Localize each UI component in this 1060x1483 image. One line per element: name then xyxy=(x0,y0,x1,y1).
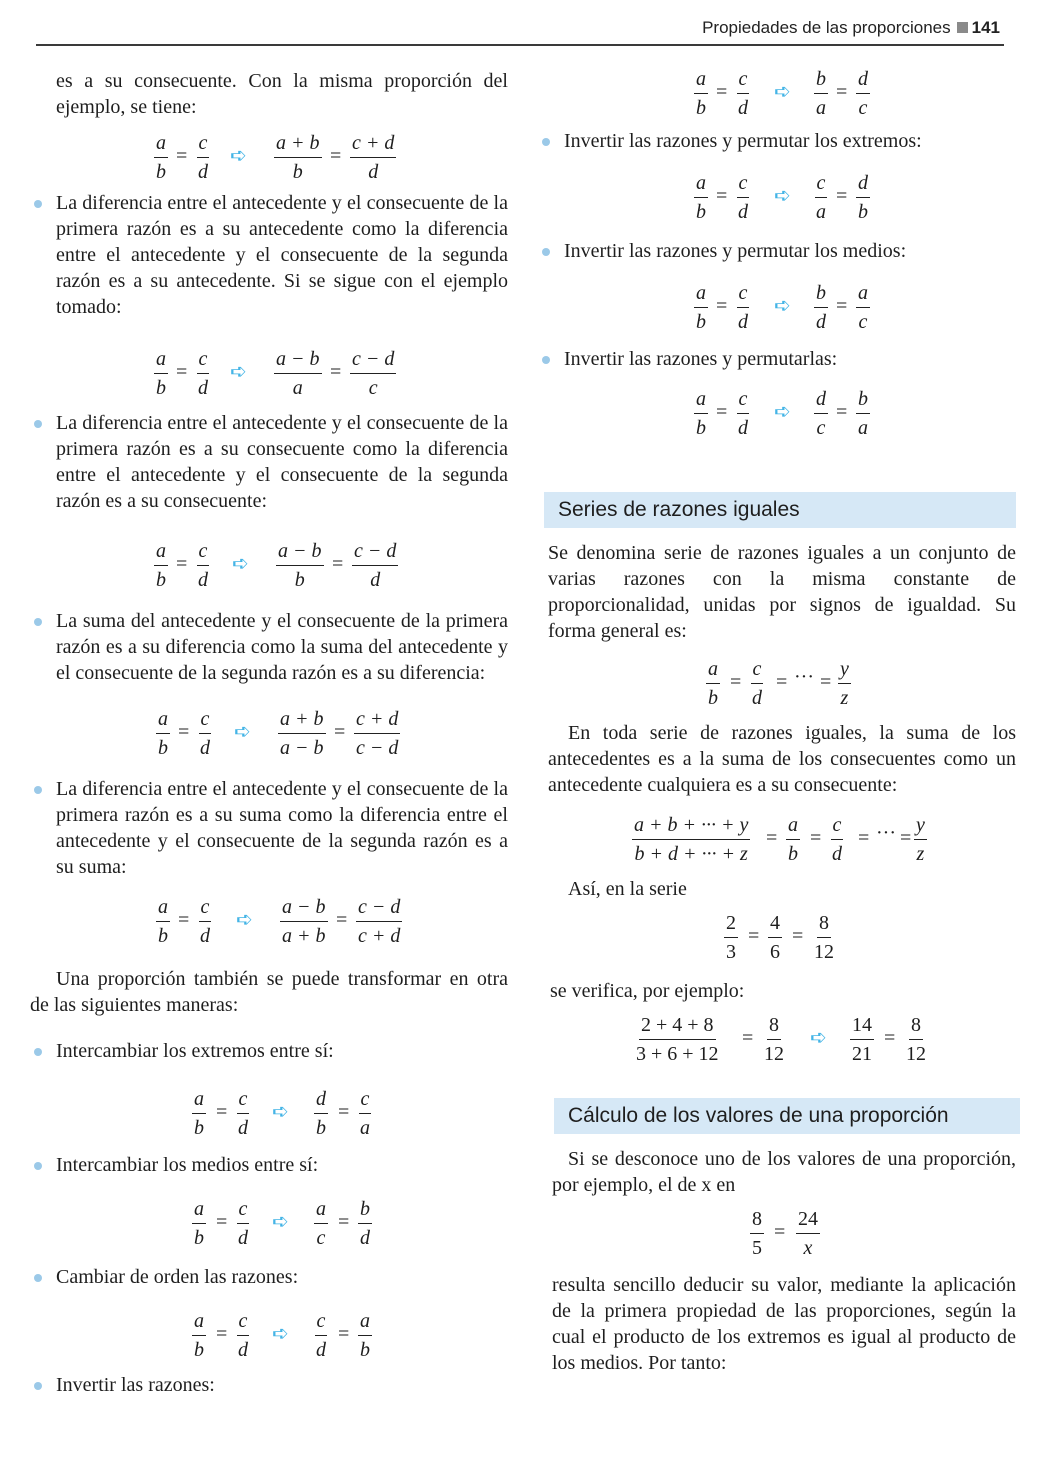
bullet-sum-difference: La suma del antecedente y el consecuente de la primera razón es a su diferencia como la suma del antecedente y el consecuente de la segunda razón es a su diferencia: xyxy=(30,608,508,686)
bullet-swap-means: Intercambiar los medios entre sí: xyxy=(30,1152,508,1178)
implies-arrow-icon: ➪ xyxy=(774,183,791,207)
section-heading-series: Series de razones iguales xyxy=(544,492,1016,528)
fraction: $\frac{a}{b}$ xyxy=(156,132,166,183)
equals-sign: = xyxy=(338,1211,350,1233)
fraction: $\frac{14}{21}$ xyxy=(852,1014,872,1065)
equation-swap-extremes xyxy=(30,1064,508,1152)
equals-sign: = xyxy=(216,1211,228,1233)
fraction: $\frac{c + d}{c - d}$ xyxy=(356,708,399,759)
fraction: $\frac{a}{b}$ xyxy=(194,1198,204,1249)
fraction: $\frac{2}{3}$ xyxy=(726,912,736,963)
fraction: $\frac{a}{b}$ xyxy=(194,1088,204,1139)
equals-sign: = xyxy=(836,81,848,103)
equals-sign: = xyxy=(176,553,188,575)
bullet-icon xyxy=(542,356,550,364)
fraction: $\frac{8}{12}$ xyxy=(906,1014,926,1065)
fraction: $\frac{y}{z}$ xyxy=(916,814,925,865)
fraction: $\frac{c}{d}$ xyxy=(238,1198,248,1249)
equals-sign: = xyxy=(742,1027,754,1049)
equals-sign: = xyxy=(836,295,848,317)
equals-sign: = xyxy=(730,671,742,693)
fraction: $\frac{a}{b}$ xyxy=(194,1310,204,1361)
implies-arrow-icon: ➪ xyxy=(272,1099,289,1123)
paragraph-series-sum: En toda serie de razones iguales, la suma de los antecedentes es a la suma de los consecuentes como un antecedente cualquiera es a su consecuente: xyxy=(548,722,1016,796)
paragraph-transform: Una proporción también se puede transformar en otra de las siguientes maneras: xyxy=(30,968,508,1016)
fraction: $\frac{a}{b}$ xyxy=(696,68,706,119)
implies-arrow-icon: ➪ xyxy=(230,143,247,167)
equals-sign: = xyxy=(330,361,342,383)
equals-sign: = xyxy=(716,401,728,423)
fraction: $\frac{a}{b}$ xyxy=(696,282,706,333)
bullet-swap-extremes: Intercambiar los extremos entre sí: xyxy=(30,1038,508,1064)
bullet-diff-antecedent: La diferencia entre el antecedente y el consecuente de la primera razón es a su antecedente como la diferencia entre el antecedente y el consecuente de la segunda razón es a su antecedente. Si se sigue con el ejemplo tomado: xyxy=(30,190,508,320)
equation-diff-antecedent xyxy=(30,320,508,406)
bullet-icon xyxy=(34,618,42,626)
fraction: $\frac{c}{d}$ xyxy=(738,282,748,333)
implies-arrow-icon: ➪ xyxy=(232,551,249,575)
equation-example-series xyxy=(538,902,1016,978)
right-column xyxy=(538,64,1016,1376)
paragraph-asi: Así, en la serie xyxy=(568,878,687,900)
fraction: $\frac{8}{12}$ xyxy=(814,912,834,963)
equals-sign: = xyxy=(338,1323,350,1345)
implies-arrow-icon: ➪ xyxy=(230,359,247,383)
fraction: $\frac{a}{b}$ xyxy=(788,814,798,865)
paragraph-verifica: se verifica, por ejemplo: xyxy=(550,980,745,1002)
implies-arrow-icon: ➪ xyxy=(272,1321,289,1345)
fraction: $\frac{c - d}{d}$ xyxy=(354,540,397,591)
bullet-icon xyxy=(34,200,42,208)
page-number: 141 xyxy=(971,18,1000,37)
fraction: $\frac{8}{12}$ xyxy=(764,1014,784,1065)
fraction: $\frac{c}{a}$ xyxy=(816,172,826,223)
equals-sign: = xyxy=(820,671,832,693)
fraction: $\frac{c}{d}$ xyxy=(198,132,208,183)
equals-sign: = xyxy=(858,827,870,849)
equals-sign: = xyxy=(774,1221,786,1243)
fraction: $\frac{b}{a}$ xyxy=(816,68,826,119)
bullet-icon xyxy=(34,1274,42,1282)
fraction: $\frac{c - d}{c + d}$ xyxy=(358,896,401,947)
header-text xyxy=(702,18,1000,38)
fraction: $\frac{24}{x}$ xyxy=(798,1208,818,1259)
fraction: $\frac{d}{b}$ xyxy=(858,172,868,223)
ellipsis: ··· xyxy=(794,666,814,688)
fraction: $\frac{a - b}{a + b}$ xyxy=(282,896,326,947)
equals-sign: = xyxy=(716,81,728,103)
bullet-icon xyxy=(34,1382,42,1390)
equals-sign: = xyxy=(176,145,188,167)
fraction: $\frac{a}{b}$ xyxy=(156,540,166,591)
fraction: $\frac{c}{d}$ xyxy=(200,896,210,947)
equals-sign: = xyxy=(748,925,760,947)
equals-sign: = xyxy=(810,827,822,849)
fraction: $\frac{4}{6}$ xyxy=(770,912,780,963)
fraction: $\frac{c}{d}$ xyxy=(238,1310,248,1361)
fraction: $\frac{c + d}{d}$ xyxy=(352,132,395,183)
paragraph-result: resulta sencillo deducir su valor, mediante la aplicación de la primera propiedad de las proporciones, según la cual el producto de los extremos es igual al producto de los medios. Por tanto: xyxy=(552,1274,1016,1374)
equals-sign: = xyxy=(716,295,728,317)
fraction: $\frac{a}{c}$ xyxy=(316,1198,326,1249)
fraction: $\frac{c}{a}$ xyxy=(360,1088,370,1139)
equals-sign: = xyxy=(330,145,342,167)
implies-arrow-icon: ➪ xyxy=(774,79,791,103)
equals-sign: = xyxy=(176,361,188,383)
equals-sign: = xyxy=(792,925,804,947)
paragraph-calculo: Si se desconoce uno de los valores de una proporción, por ejemplo, el de x en xyxy=(552,1148,1016,1196)
fraction: $\frac{a - b}{a}$ xyxy=(276,348,320,399)
equals-sign: = xyxy=(776,671,788,693)
fraction: $\frac{c - d}{c}$ xyxy=(352,348,395,399)
implies-arrow-icon: ➪ xyxy=(234,719,251,743)
equals-sign: = xyxy=(336,909,348,931)
fraction: $\frac{c}{d}$ xyxy=(198,348,208,399)
bullet-diff-consequent: La diferencia entre el antecedente y el consecuente de la primera razón es a su consecuente como la diferencia entre el antecedente y el consecuente de la segunda razón es a su consecuente: xyxy=(30,410,508,514)
fraction: $\frac{a + b + \cdot\cdot\cdot + y}{b + d + \cdot\cdot\cdot + z}$ xyxy=(634,814,749,865)
equals-sign: = xyxy=(900,827,912,849)
fraction: $\frac{d}{c}$ xyxy=(858,68,868,119)
fraction: $\frac{d}{b}$ xyxy=(316,1088,326,1139)
equation-invert-permute xyxy=(538,372,1016,492)
bullet-icon xyxy=(34,786,42,794)
equation-example-verify xyxy=(538,1004,1016,1098)
fraction: $\frac{c}{d}$ xyxy=(752,658,762,709)
equals-sign: = xyxy=(332,553,344,575)
fraction: $\frac{2 + 4 + 8}{3 + 6 + 12}$ xyxy=(636,1014,719,1065)
fraction: $\frac{c}{d}$ xyxy=(738,172,748,223)
equals-sign: = xyxy=(836,185,848,207)
equals-sign: = xyxy=(216,1101,228,1123)
equation-reorder xyxy=(30,1290,508,1372)
equation-diff-consequent xyxy=(30,514,508,600)
fraction: $\frac{a}{b}$ xyxy=(696,388,706,439)
fraction: $\frac{c}{d}$ xyxy=(198,540,208,591)
fraction: $\frac{a}{b}$ xyxy=(158,896,168,947)
fraction: $\frac{y}{z}$ xyxy=(840,658,849,709)
equals-sign: = xyxy=(766,827,778,849)
equals-sign: = xyxy=(884,1027,896,1049)
fraction: $\frac{a}{c}$ xyxy=(858,282,868,333)
page-header xyxy=(36,18,1004,46)
equation-sum-difference xyxy=(30,686,508,770)
fraction: $\frac{c}{d}$ xyxy=(738,68,748,119)
implies-arrow-icon: ➪ xyxy=(236,907,253,931)
fraction: $\frac{a}{b}$ xyxy=(156,348,166,399)
bullet-icon xyxy=(34,1162,42,1170)
fraction: $\frac{a}{b}$ xyxy=(158,708,168,759)
fraction: $\frac{c}{d}$ xyxy=(238,1088,248,1139)
fraction: $\frac{c}{d}$ xyxy=(832,814,842,865)
implies-arrow-icon: ➪ xyxy=(810,1025,827,1049)
equals-sign: = xyxy=(836,401,848,423)
bullet-invert-permute-means: Invertir las razones y permutar los medios: xyxy=(538,238,1016,264)
paragraph-series-def: Se denomina serie de razones iguales a un conjunto de varias razones con la misma constante de proporcionalidad, unidas por signos de igualdad. Su forma general es: xyxy=(548,542,1016,642)
fraction: $\frac{d}{c}$ xyxy=(816,388,826,439)
fraction: $\frac{b}{d}$ xyxy=(816,282,826,333)
fraction: $\frac{c}{d}$ xyxy=(738,388,748,439)
header-square-icon xyxy=(957,22,968,33)
fraction: $\frac{a - b}{b}$ xyxy=(278,540,322,591)
equals-sign: = xyxy=(716,185,728,207)
ellipsis: ··· xyxy=(876,822,896,844)
bullet-reorder: Cambiar de orden las razones: xyxy=(30,1264,508,1290)
bullet-icon xyxy=(542,248,550,256)
fraction: $\frac{c}{d}$ xyxy=(316,1310,326,1361)
implies-arrow-icon: ➪ xyxy=(774,293,791,317)
fraction: $\frac{b}{a}$ xyxy=(858,388,868,439)
equals-sign: = xyxy=(216,1323,228,1345)
implies-arrow-icon: ➪ xyxy=(272,1209,289,1233)
bullet-icon xyxy=(34,1048,42,1056)
equation-invert-permute-extremes xyxy=(538,154,1016,238)
fraction: $\frac{a}{b}$ xyxy=(708,658,718,709)
equation-unknown-x xyxy=(538,1198,1016,1272)
equation-swap-means xyxy=(30,1178,508,1264)
equals-sign: = xyxy=(334,721,346,743)
fraction: $\frac{a + b}{a - b}$ xyxy=(280,708,324,759)
equals-sign: = xyxy=(178,721,190,743)
fraction: $\frac{a + b}{b}$ xyxy=(276,132,320,183)
bullet-invert-permute: Invertir las razones y permutarlas: xyxy=(538,346,1016,372)
header-title: Propiedades de las proporciones xyxy=(702,18,951,37)
equals-sign: = xyxy=(338,1101,350,1123)
equation-diff-sum xyxy=(30,880,508,966)
bullet-invert-permute-extremes: Invertir las razones y permutar los extremos: xyxy=(538,128,1016,154)
paragraph-intro: es a su consecuente. Con la misma proporción del ejemplo, se tiene: xyxy=(56,70,508,118)
fraction: $\frac{b}{d}$ xyxy=(360,1198,370,1249)
equation-sum-antecedent xyxy=(30,120,508,190)
equation-invert-permute-means xyxy=(538,264,1016,346)
section-heading-calculo: Cálculo de los valores de una proporción xyxy=(554,1098,1020,1134)
fraction: $\frac{a}{b}$ xyxy=(696,172,706,223)
bullet-icon xyxy=(542,138,550,146)
left-column xyxy=(30,68,508,1398)
equation-series-sum xyxy=(538,798,1016,876)
bullet-icon xyxy=(34,420,42,428)
equation-invert xyxy=(538,64,1016,128)
fraction: $\frac{8}{5}$ xyxy=(752,1208,762,1259)
equals-sign: = xyxy=(178,909,190,931)
implies-arrow-icon: ➪ xyxy=(774,399,791,423)
fraction: $\frac{a}{b}$ xyxy=(360,1310,370,1361)
bullet-invert: Invertir las razones: xyxy=(30,1372,508,1398)
bullet-diff-sum: La diferencia entre el antecedente y el consecuente de la primera razón es a su suma como la diferencia entre el antecedente y el consecuente de la segunda razón es a su suma: xyxy=(30,776,508,880)
fraction: $\frac{c}{d}$ xyxy=(200,708,210,759)
equation-series-general xyxy=(538,644,1016,720)
